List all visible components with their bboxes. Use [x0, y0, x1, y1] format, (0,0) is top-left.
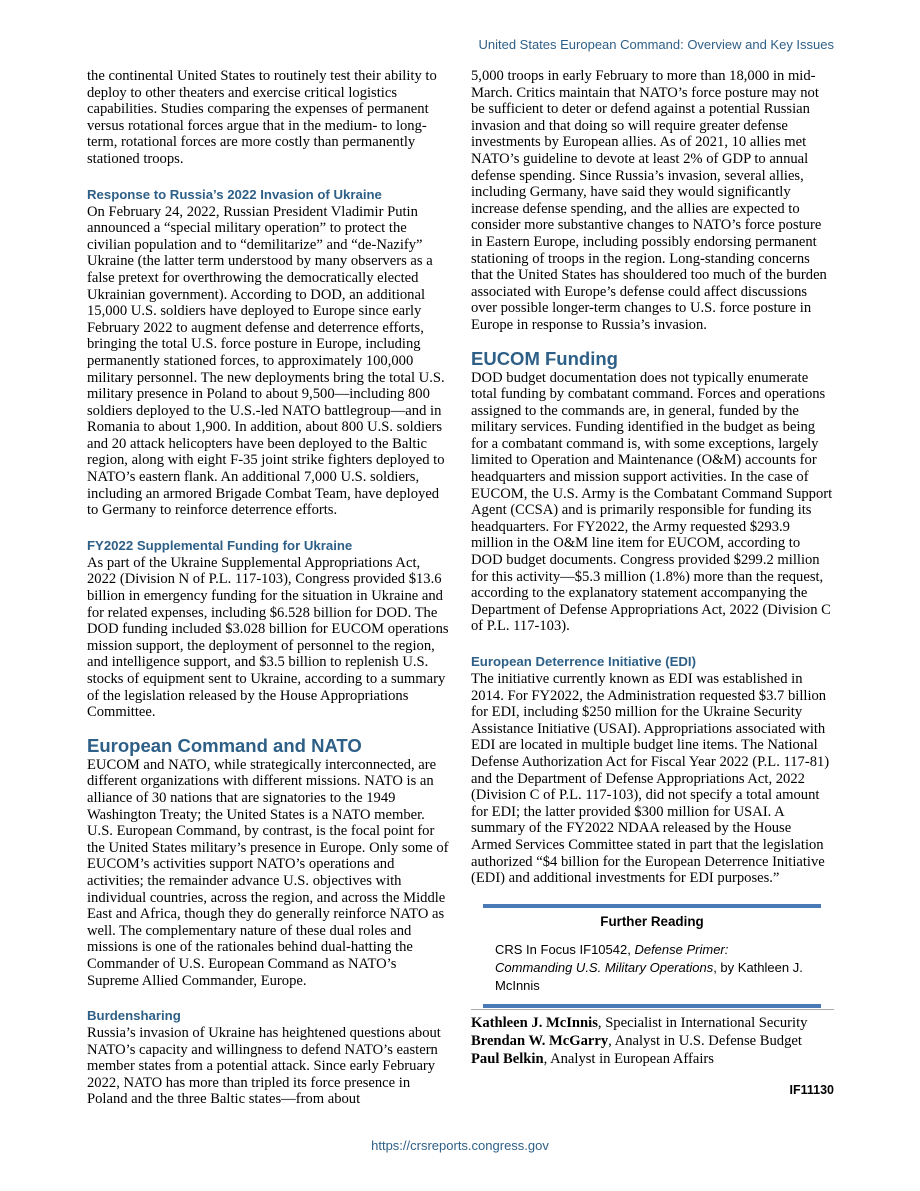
report-id: IF11130: [789, 1083, 834, 1098]
author-role: , Analyst in European Affairs: [543, 1051, 714, 1068]
running-header: United States European Command: Overview and Key Issues: [478, 37, 834, 52]
further-reading-box: [483, 904, 821, 1009]
intro-paragraph: the continental United States to routinely test their ability to deploy to other theaters and exercise critical logistics capabilities. Studies comparing the expenses of permanent versus rotational forces argue that in the medium- to long-term, rotational forces are more costly than permanently stationed troops.: [87, 68, 437, 167]
author-line: [471, 1014, 834, 1032]
supplemental-paragraph: As part of the Ukraine Supplemental Appropriations Act, 2022 (Division N of P.L. 117-103), Congress provided $13.6 billion in emergency funding for the situation in Ukraine and for related expenses, including $6.528 billion for DOD. The DOD funding included $3.028 billion for EUCOM operations mission support, the deployment of personnel to the region, and intelligence support, and $3.5 billion to replenish U.S. stocks of equipment sent to Ukraine, according to a summary of the legislation released by the House Appropriations Committee.: [87, 554, 449, 721]
citation-prefix: CRS In Focus IF10542,: [495, 942, 635, 958]
funding-paragraph: DOD budget documentation does not typically enumerate total funding by combatant command. Forces and operations assigned to the commands are, in general, funded by the military services. Funding identified in the budget as being for a combatant command is, with some exceptions, largely limited to Operation and Maintenance (O&M) accounts for headquarters and mission support activities. In the case of EUCOM, the U.S. Army is the Combatant Command Support Agent (CCSA) and is primarily responsible for funding its headquarters. For FY2022, the Army requested $293.9 million in the O&M line item for EUCOM, according to DOD budget documents. Congress provided $299.2 million for this activity—$5.3 million (1.8%) more than the request, according to the explanatory statement accompanying the Department of Defense Appropriations Act, 2022 (Division C of P.L. 117-103).: [471, 369, 833, 635]
further-reading-title: Further Reading: [600, 913, 704, 929]
burdensharing-continued-paragraph: 5,000 troops in early February to more than 18,000 in mid-March. Critics maintain that NATO’s force posture may not be sufficient to deter or defend against a potential Russian invasion and that doing so will require greater defense investments by European allies. As of 2021, 10 allies met NATO’s guideline to devote at least 2% of GDP to annual defense spending. Since Russia’s invasion, several allies, including Germany, have said they would significantly increase defense spending, and the allies are expected to consider more substantive changes to NATO’s force posture in Eastern Europe, including possibly endorsing permanent stationing of troops in the region. Long-standing concerns that the United States has shouldered too much of the burden associated with Europe’s defense could affect discussions over possible longer-term changes to U.S. force posture in Europe in response to Russia’s invasion.: [471, 68, 827, 333]
left-column: [87, 68, 449, 1108]
citation-title: Defense Primer: Commanding U.S. Military Operations: [495, 942, 729, 976]
edi-heading: European Deterrence Initiative (EDI): [471, 654, 696, 669]
author-role: , Analyst in U.S. Defense Budget: [608, 1033, 802, 1050]
author-role: , Specialist in International Security: [597, 1015, 808, 1032]
author-list: [471, 1014, 834, 1068]
citation-suffix: , by Kathleen J. McInnis: [495, 960, 803, 994]
burdensharing-paragraph: Russia’s invasion of Ukraine has heightened questions about NATO’s capacity and willingness to defend NATO’s eastern member states from a potential attack. Since early February 2022, NATO has more than tripled its force presence in Poland and the three Baltic states—from about: [87, 1025, 441, 1108]
further-reading-citation: [495, 941, 809, 995]
burdensharing-heading: Burdensharing: [87, 1008, 181, 1024]
nato-section-heading: European Command and NATO: [87, 734, 362, 756]
nato-paragraph: EUCOM and NATO, while strategically interconnected, are different organizations with different missions. NATO is an alliance of 30 nations that are signatories to the 1949 Washington Treaty; the United States is a NATO member. U.S. European Command, by contrast, is the focal point for the United States military’s presence in Europe. Only some of EUCOM’s activities support NATO’s operations and activities; the remainder advance U.S. objectives with individual countries, across the region, and across the Middle East and Africa, though they do generally reinforce NATO as well. The complementary nature of these dual roles and missions is one of the rationales behind dual-hatting the Commander of U.S. European Command as NATO’s Supreme Allied Commander, Europe.: [87, 756, 449, 989]
supplemental-heading: FY2022 Supplemental Funding for Ukraine: [87, 537, 353, 553]
response-heading: Response to Russia’s 2022 Invasion of Ukraine: [87, 186, 382, 202]
author-line: [471, 1032, 834, 1050]
footer-url-link[interactable]: https://crsreports.congress.gov: [371, 1138, 549, 1153]
author-line: [471, 1050, 834, 1068]
author-name: Kathleen J. McInnis: [471, 1015, 598, 1032]
edi-paragraph: The initiative currently known as EDI was established in 2014. For FY2022, the Administration requested $3.7 billion for EDI, including $250 million for the Ukraine Security Assistance Initiative (USAI). Appropriations associated with EDI are located in multiple budget line items. The National Defense Authorization Act for Fiscal Year 2022 (P.L. 117-81) and the Department of Defense Appropriations Act, 2022 (Division C of P.L. 117-103), did not specify a total amount for EDI; the latter provided $300 million for USAI. A summary of the FY2022 NDAA released by the House Armed Services Committee stated in part that the legislation authorized “$4 billion for the European Deterrence Initiative (EDI) and additional investments for EDI purposes.”: [471, 671, 830, 887]
funding-section-heading: EUCOM Funding: [471, 347, 618, 369]
author-name: Paul Belkin: [471, 1051, 544, 1068]
response-paragraph: On February 24, 2022, Russian President Vladimir Putin announced a “special military operation” to protect the civilian population and to “demilitarize” and “de-Nazify” Ukraine (the latter term understood by many observers as a false pretext for overthrowing the democratically elected Ukrainian government). According to DOD, an additional 15,000 U.S. soldiers have deployed to Europe since early February 2022 to augment defense and deterrence efforts, bringing the total U.S. force posture in Europe, including permanently stationed forces, to approximately 100,000 military personnel. The new deployments bring the total U.S. military presence in Poland to about 9,500—including 800 soldiers deployed to the U.S.-led NATO battlegroup—and in Romania to about 1,900. In addition, about 800 U.S. soldiers and 20 attack helicopters have been deployed to the Baltic region, along with eight F-35 joint strike fighters deployed to NATO’s eastern flank. An additional 7,000 U.S. soldiers, including an armored Brigade Combat Team, have deployed to Germany to reinforce deterrence efforts.: [87, 203, 445, 519]
right-column: [471, 68, 834, 1099]
divider: [471, 1009, 834, 1010]
author-name: Brendan W. McGarry: [471, 1033, 609, 1050]
